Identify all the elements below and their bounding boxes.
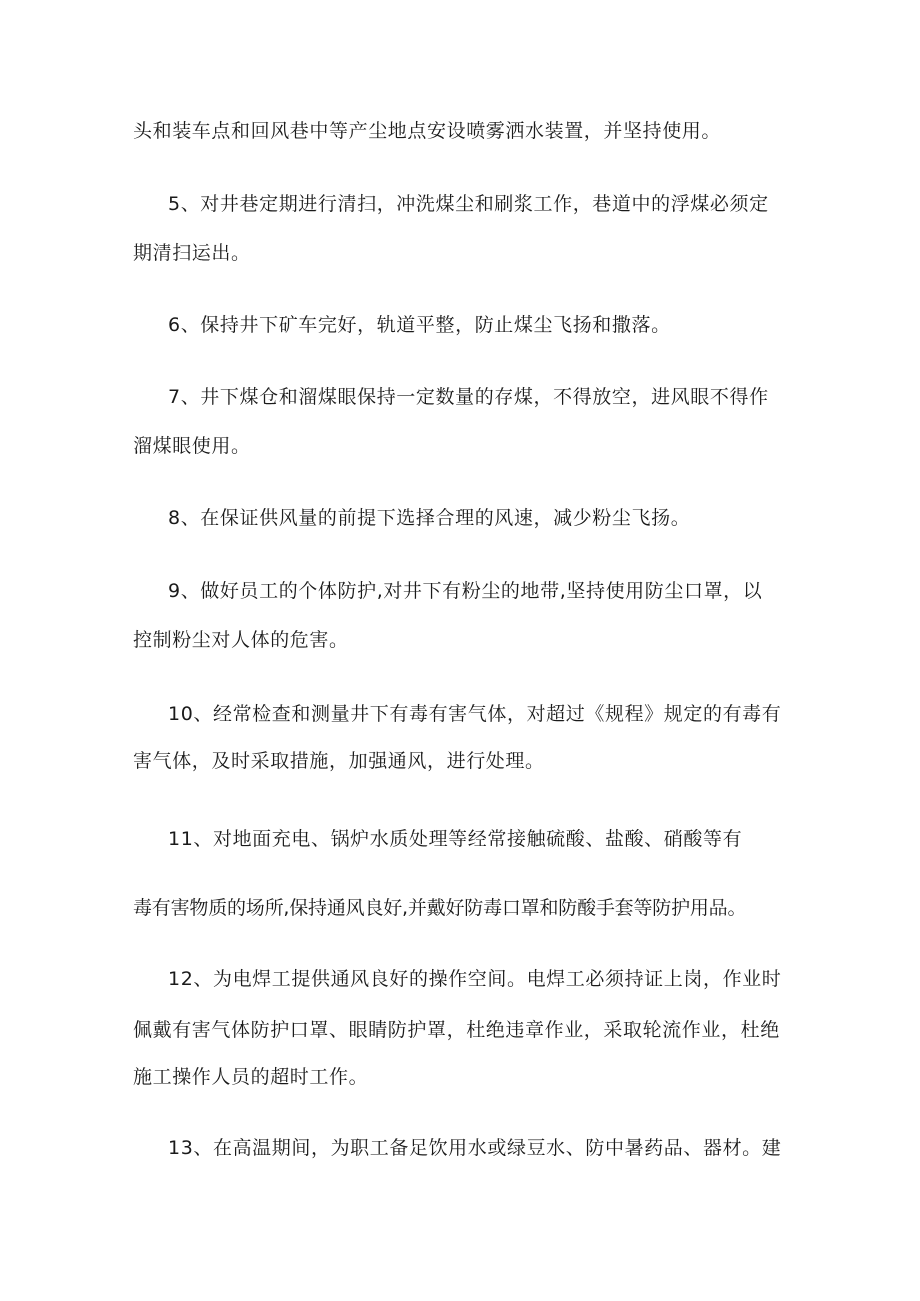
paragraph-9-line-1: 9、做好员工的个体防护,对井下有粉尘的地带,坚持使用防尘口罩，以 [168,580,763,602]
paragraph-5-line-2: 期清扫运出。 [133,242,251,264]
paragraph-7-line-2: 溜煤眼使用。 [133,435,251,457]
paragraph-11-line-2: 毒有害物质的场所,保持通风良好,并戴好防毒口罩和防酸手套等防护用品。 [133,897,747,919]
paragraph-8-line-1: 8、在保证供风量的前提下选择合理的风速，减少粉尘飞扬。 [168,507,691,529]
paragraph-6-line-1: 6、保持井下矿车完好，轨道平整，防止煤尘飞扬和撒落。 [168,314,671,336]
paragraph-10-line-2: 害气体，及时采取措施，加强通风，进行处理。 [133,750,545,772]
paragraph-9-line-2: 控制粉尘对人体的危害。 [133,629,349,651]
paragraph-10-line-1: 10、经常检查和测量井下有毒有害气体，对超过《规程》规定的有毒有 [168,703,782,725]
paragraph-12-line-2: 佩戴有害气体防护口罩、眼睛防护罩，杜绝违章作业，采取轮流作业，杜绝 [133,1019,780,1041]
paragraph-12-line-1: 12、为电焊工提供通风良好的操作空间。电焊工必须持证上岗，作业时 [168,968,782,990]
paragraph-13-line-1: 13、在高温期间，为职工备足饮用水或绿豆水、防中暑药品、器材。建 [168,1137,782,1159]
paragraph-7-line-1: 7、井下煤仓和溜煤眼保持一定数量的存煤，不得放空，进风眼不得作 [168,386,769,408]
paragraph-5-line-1: 5、对井巷定期进行清扫，冲洗煤尘和刷浆工作，巷道中的浮煤必须定 [168,193,769,215]
paragraph-11-line-1: 11、对地面充电、锅炉水质处理等经常接触硫酸、盐酸、硝酸等有 [168,828,743,850]
paragraph-4-line-1: 头和装车点和回风巷中等产尘地点安设喷雾洒水装置，并坚持使用。 [133,120,722,142]
paragraph-12-line-3: 施工操作人员的超时工作。 [133,1066,369,1088]
